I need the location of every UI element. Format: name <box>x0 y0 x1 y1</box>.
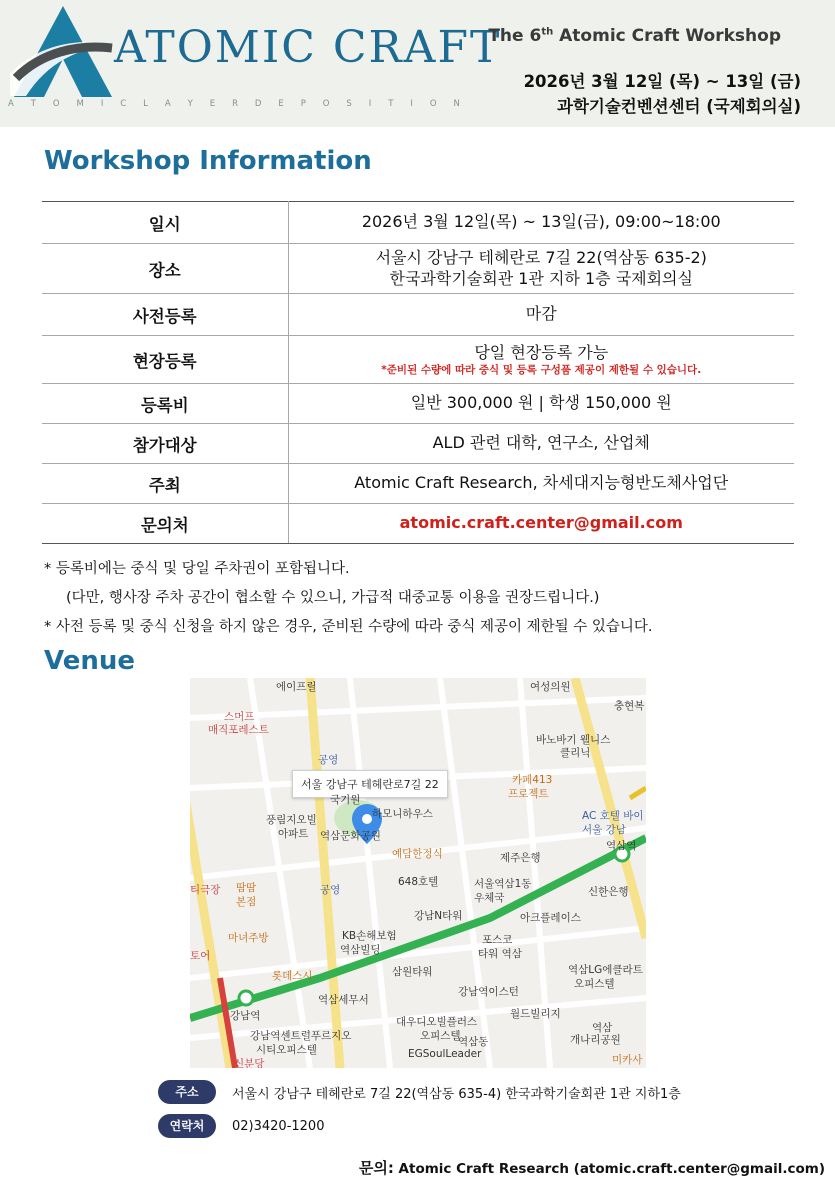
map-label: 역삼세무서 <box>318 994 369 1006</box>
logo-subtitle-letter: O <box>429 99 437 109</box>
phone-text[interactable]: 02)3420-1200 <box>232 1118 325 1134</box>
workshop-info-heading: Workshop Information <box>44 146 372 176</box>
phone-label: 연락처 <box>158 1114 216 1138</box>
map-label: 시티오피스텔 <box>256 1044 317 1056</box>
map-label: 강남역 <box>230 1010 261 1022</box>
map-label: 역삼 <box>592 1022 613 1034</box>
map-label: 역삼문화공원 <box>320 830 381 842</box>
row-key: 주최 <box>42 464 288 504</box>
map-label: 클리닉 <box>560 747 591 759</box>
map-label: 하모니하우스 <box>372 808 433 820</box>
venue-line-1: 서울시 강남구 테헤란로 7길 22(역삼동 635-2) <box>375 247 707 267</box>
map-label: 아파트 <box>278 828 309 840</box>
map-label: 오피스텔 <box>574 978 615 990</box>
logo-subtitle-letter: D <box>254 99 262 109</box>
map-label: KB손해보험 <box>342 930 397 942</box>
map-label: 충현복 <box>614 700 645 712</box>
map-label: 역삼동 <box>458 1036 489 1048</box>
map-label: 공영 <box>318 754 339 766</box>
map-label: 토어 <box>190 950 211 962</box>
header-place: 과학기술컨벤션센터 (국제회의실) <box>557 97 801 116</box>
table-row <box>42 202 794 244</box>
table-row <box>42 294 794 336</box>
onsite-registration: 당일 현장등록 가능 <box>474 342 609 362</box>
workshop-title: The 6th Atomic Craft Workshop <box>488 26 781 46</box>
map-label: 본점 <box>236 896 257 908</box>
logo-subtitle-letter: M <box>76 99 84 109</box>
map-label: 스머프 <box>224 711 255 723</box>
map-label: AC 호텔 바이 <box>582 810 644 822</box>
map-label: 강남역이스턴 <box>458 986 519 998</box>
table-row <box>42 464 794 504</box>
row-key: 문의처 <box>42 504 288 544</box>
map-label: 우체국 <box>474 892 505 904</box>
map-label: 공영 <box>320 884 341 896</box>
onsite-note: *준비된 수량에 따라 중식 및 등록 구성품 제공이 제한될 수 있습니다. <box>381 363 702 376</box>
logo-subtitle-letter: E <box>209 99 216 109</box>
logo-subtitle-letter: O <box>322 99 330 109</box>
map-label: 서울역삼1동 <box>474 878 532 890</box>
logo-subtitle-letter: P <box>300 99 306 109</box>
row-value: 일반 300,000 원 | 학생 150,000 원 <box>288 384 794 424</box>
map-label: 개나리공원 <box>570 1034 621 1046</box>
map-pin-label: 서울 강남구 테헤란로7길 22 <box>292 770 448 798</box>
address-row <box>158 1080 681 1104</box>
row-value <box>288 244 794 294</box>
logo-wordmark: ATOMIC CRAFT <box>114 22 502 73</box>
logo-subtitle-letter: T <box>30 99 36 109</box>
logo-subtitle-letter: N <box>453 99 460 109</box>
logo-subtitle-letter: T <box>388 99 394 109</box>
table-row <box>42 384 794 424</box>
map-label: 역삼LG에클라트 <box>568 964 643 976</box>
map-label: 프로젝트 <box>508 788 549 800</box>
row-value <box>288 504 794 544</box>
map-label: 예담한정식 <box>392 848 443 860</box>
table-row <box>42 244 794 294</box>
map-label: 신한은행 <box>588 886 629 898</box>
table-row <box>42 504 794 544</box>
map-label: 롯데스시 <box>272 970 313 982</box>
contact-email-link[interactable]: atomic.craft.center@gmail.com <box>399 513 683 533</box>
map-label: 신분당 <box>234 1058 265 1068</box>
logo-subtitle <box>8 99 460 109</box>
note-line: * 등록비에는 중식 및 당일 주차권이 포함됩니다. <box>44 561 350 577</box>
map-label: 카페413 <box>512 774 553 786</box>
footer-label: 문의: <box>358 1159 394 1177</box>
row-key: 장소 <box>42 244 288 294</box>
address-text: 서울시 강남구 테헤란로 7길 22(역삼동 635-4) 한국과학기술회관 1관 지하1층 <box>232 1086 681 1102</box>
logo-subtitle-letter: R <box>232 99 238 109</box>
venue-line-2: 한국과학기술회관 1관 지하 1층 국제회의실 <box>389 268 693 288</box>
logo-subtitle-letter: A <box>164 99 171 109</box>
map-label: 삼원타워 <box>392 966 433 978</box>
map-label: 풍림지오빌 <box>266 814 317 826</box>
atomic-craft-logo-icon <box>8 4 118 99</box>
footer-contact <box>359 1157 825 1178</box>
note-line: (다만, 행사장 주차 공간이 협소할 수 있으니, 가급적 대중교통 이용을 권장드립니다.) <box>66 590 600 606</box>
info-table <box>42 201 794 544</box>
logo-subtitle-letter: I <box>100 99 104 109</box>
row-key: 등록비 <box>42 384 288 424</box>
row-key: 사전등록 <box>42 294 288 336</box>
map-label: 강남N타워 <box>414 910 463 922</box>
map-label: 땀땀 <box>236 882 257 894</box>
map-label: 오피스텔 <box>420 1030 461 1042</box>
notes <box>44 555 652 642</box>
header-date: 2026년 3월 12일 (목) ~ 13일 (금) <box>523 72 801 91</box>
map-label: 역삼역 <box>606 840 637 852</box>
logo-subtitle-letter: O <box>52 99 60 109</box>
map-label: 서울 강남 <box>582 824 626 836</box>
phone-row <box>158 1114 324 1138</box>
logo-subtitle-letter: A <box>8 99 14 109</box>
map-label: 포스코 <box>482 934 513 946</box>
map-label: 대우디오빌플러스 <box>396 1016 478 1028</box>
row-value: ALD 관련 대학, 연구소, 산업체 <box>288 424 794 464</box>
map-label: 미카사 <box>612 1054 643 1066</box>
map-label: 강남역센트럴푸르지오 <box>250 1030 352 1042</box>
table-row <box>42 336 794 384</box>
logo-subtitle-letter: Y <box>187 99 193 109</box>
map-label: 에이프릴 <box>276 681 317 693</box>
row-key: 현장등록 <box>42 336 288 384</box>
logo-subtitle-letter: S <box>346 99 352 109</box>
venue-map[interactable] <box>190 678 646 1068</box>
logo-subtitle-letter: I <box>410 99 413 109</box>
header-band <box>0 0 835 127</box>
logo-subtitle-letter: E <box>278 99 284 109</box>
map-label: 타워 역삼 <box>478 948 522 960</box>
map-label: 티극장 <box>190 884 221 896</box>
map-label: 마녀주방 <box>228 932 269 944</box>
address-label: 주소 <box>158 1080 216 1104</box>
note-line: * 사전 등록 및 중식 신청을 하지 않은 경우, 준비된 수량에 따라 중식 제공이 제한될 수 있습니다. <box>44 619 653 635</box>
map-label: 여성의원 <box>530 681 571 693</box>
logo-subtitle-letter: I <box>368 99 372 109</box>
map-label: 제주은행 <box>500 852 541 864</box>
map-label: 매직포레스트 <box>208 724 269 736</box>
logo-subtitle-letter: C <box>120 99 127 109</box>
row-value: 마감 <box>288 294 794 336</box>
row-value <box>288 336 794 384</box>
footer-text: Atomic Craft Research (atomic.craft.center@gmail.com) <box>393 1161 825 1177</box>
venue-heading: Venue <box>44 646 135 676</box>
map-label: 아크플레이스 <box>520 912 581 924</box>
map-label: 바노바기 웰니스 <box>536 734 611 746</box>
table-row <box>42 424 794 464</box>
map-label: 국기원 <box>330 794 361 806</box>
row-key: 일시 <box>42 202 288 244</box>
logo-subtitle-letter: L <box>143 99 148 109</box>
row-value: Atomic Craft Research, 차세대지능형반도체사업단 <box>288 464 794 504</box>
row-value: 2026년 3월 12일(목) ~ 13일(금), 09:00~18:00 <box>288 202 794 244</box>
row-key: 참가대상 <box>42 424 288 464</box>
map-label: 648호텔 <box>398 876 439 888</box>
map-label: 역삼빌딩 <box>340 944 381 956</box>
map-label: 월드빌리지 <box>510 1008 561 1020</box>
map-label: EGSoulLeader <box>408 1048 482 1060</box>
